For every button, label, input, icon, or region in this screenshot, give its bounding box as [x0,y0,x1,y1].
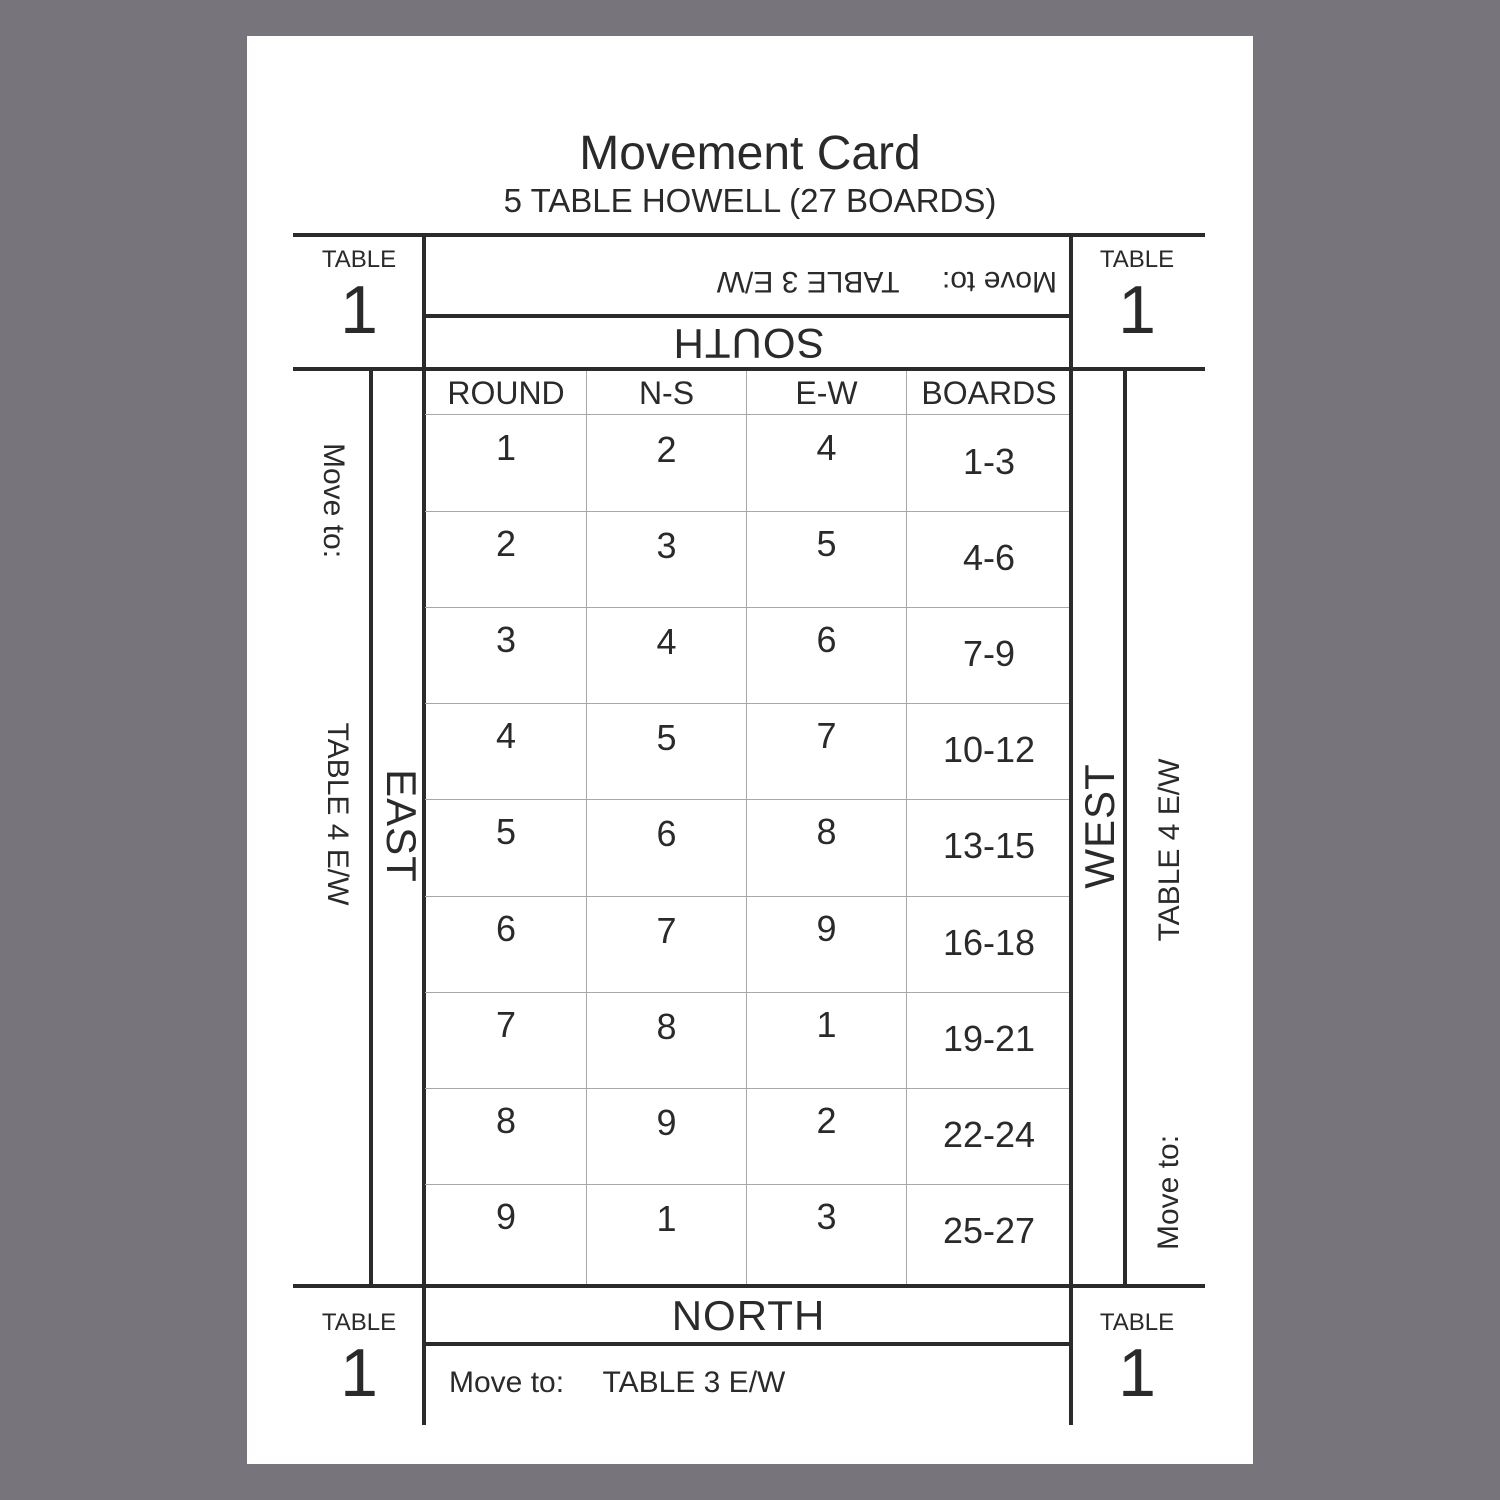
round-cell: 3 [495,619,517,660]
round-cell: 4 [495,715,517,756]
boards-cell: 1-3 [962,441,1016,482]
west-label: WEST [1076,763,1123,889]
boards-cell: 16-18 [942,922,1036,963]
row-rule [425,607,1069,608]
boards-cell: 10-12 [942,729,1036,770]
round-cell: 5 [495,811,517,852]
row-rule [425,511,1069,512]
corner-top-right [1073,246,1201,348]
ns-cell: 3 [656,525,677,566]
north-move-target: TABLE 3 E/W [602,1366,786,1399]
boards-cell: 22-24 [942,1114,1036,1155]
ew-cell: 3 [816,1196,837,1237]
ew-cell: 8 [816,811,837,852]
table-number: 1 [340,1335,378,1411]
movement-card [247,36,1253,1464]
round-cell: 9 [495,1196,517,1237]
ew-cell: 1 [816,1004,837,1045]
ew-cell: 6 [816,619,837,660]
south-label: SOUTH [672,320,825,367]
column-header-ns: N-S [638,375,695,411]
corner-bottom-right [1073,1309,1201,1411]
boards-cell: 19-21 [942,1018,1036,1059]
column-header-boards: BOARDS [921,375,1057,411]
round-cell: 6 [495,908,517,949]
east-move-to-label: Move to: [317,443,350,559]
boards-cell: 25-27 [942,1210,1036,1251]
ew-cell: 9 [816,908,837,949]
round-cell: 8 [495,1100,517,1141]
south-move-instruction [677,258,1057,298]
ew-cell: 7 [816,715,837,756]
table-label: TABLE [321,246,397,273]
round-cell: 2 [495,523,517,564]
ns-cell: 4 [656,621,677,662]
ns-cell: 2 [656,429,677,470]
ew-cell: 4 [816,427,837,468]
ns-cell: 9 [656,1102,677,1143]
ns-cell: 5 [656,717,677,758]
move-to-label: Move to: [941,265,1057,298]
south-move-target: TABLE 3 E/W [716,265,900,298]
north-label: NORTH [671,1292,826,1339]
round-cell: 1 [495,427,517,468]
ns-cell: 8 [656,1006,677,1047]
row-rule [425,1184,1069,1185]
ns-cell: 1 [656,1198,677,1239]
table-number: 1 [1118,272,1156,348]
corner-top-left [295,246,423,348]
east-label: EAST [378,769,425,883]
card-title: Movement Card [579,127,921,180]
table-number: 1 [1118,1335,1156,1411]
row-rule [425,1088,1069,1089]
table-number: 1 [340,272,378,348]
ew-cell: 2 [816,1100,837,1141]
south-divider [425,314,1072,318]
west-move-to-label: Move to: [1152,1134,1185,1250]
column-header-ew: E-W [795,375,858,411]
boards-cell: 13-15 [942,825,1036,866]
ew-cell: 5 [816,523,837,564]
north-divider [425,1342,1072,1346]
north-move-instruction [449,1366,785,1400]
move-to-label: Move to: [449,1366,565,1399]
card-subtitle: 5 TABLE HOWELL (27 BOARDS) [503,182,997,219]
boards-cell: 4-6 [962,537,1016,578]
ns-cell: 6 [656,813,677,854]
table-label: TABLE [1099,246,1175,273]
column-header-round: ROUND [447,375,565,411]
row-rule [425,703,1069,704]
row-rule [425,896,1069,897]
table-label: TABLE [321,1309,397,1336]
west-move-target: TABLE 4 E/W [1153,758,1186,942]
row-rule [425,799,1069,800]
corner-bottom-left [295,1309,423,1411]
ns-cell: 7 [656,910,677,951]
east-divider [369,367,373,1288]
row-rule [425,992,1069,993]
boards-cell: 7-9 [962,633,1016,674]
east-move-target: TABLE 4 E/W [321,722,354,906]
header-rule [425,414,1069,415]
round-cell: 7 [495,1004,517,1045]
table-label: TABLE [1099,1309,1175,1336]
